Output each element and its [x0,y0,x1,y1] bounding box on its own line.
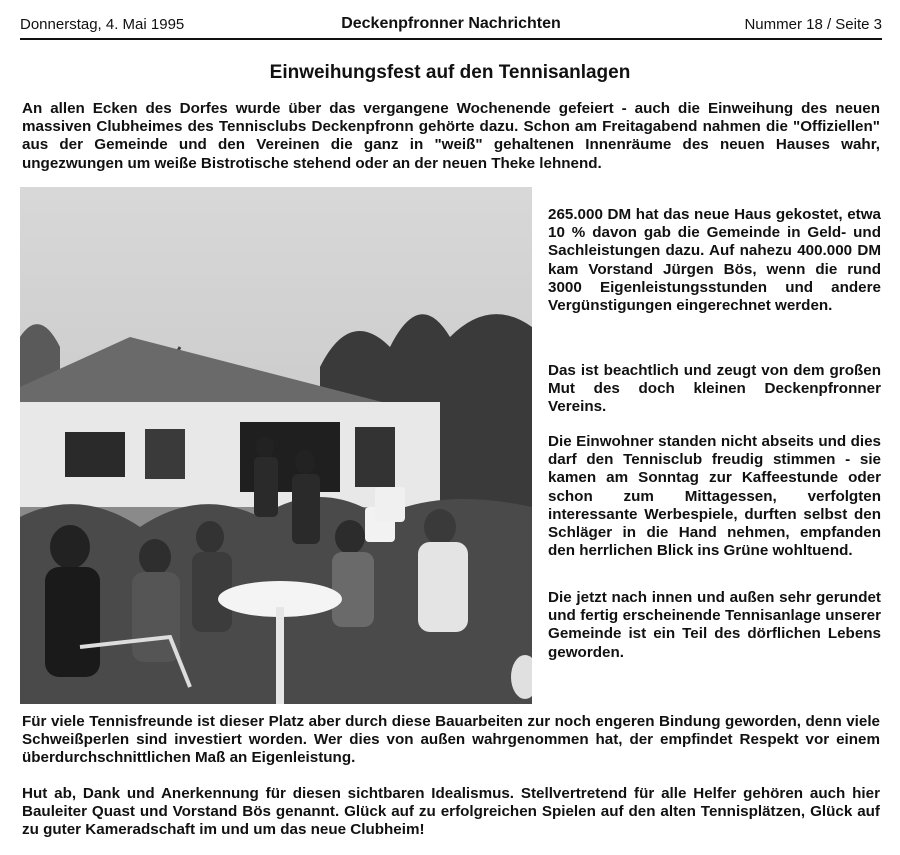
column-paragraph-4: Die jetzt nach innen und außen sehr gerundet und fertig erscheinende Tennisanlage unserer Gemeinde ist ein Teil des dörflichen Lebens geworden. [548,589,881,661]
publication-name: Deckenpfronner Nachrichten [341,15,561,32]
closing-paragraph-2: Hut ab, Dank und Anerkennung für diesen sichtbaren Idealismus. Stellvertretend für alle Helfer gehören auch hier Bauleiter Quast und Vorstand Bös genannt. Glück auf zu erfolgreichen Spielen auf den alten Tennisplätzen, Glück auf zu guter Kameradschaft im und um das neue Clubheim! [22,785,880,839]
clubhouse-photo-image [20,187,532,704]
issue-date: Donnerstag, 4. Mai 1995 [20,16,185,33]
article-title: Einweihungsfest auf den Tennisanlagen [269,62,631,83]
page-header [20,14,882,40]
article-intro: An allen Ecken des Dorfes wurde über das vergangene Wochenende gefeiert - auch die Einweihung des neuen massiven Clubheimes des Tennisclubs Deckenpfronn gehörte dazu. Schon am Freitagabend nahmen die "Offiziellen" aus der Gemeinde und den Vereinen die ganz in "weiß" gehaltenen Innenräume des neuen Hauses wahr, ungezwungen um weiße Bistrotische stehend oder an der neuen Theke lehnend. [22,100,880,172]
column-paragraph-2: Das ist beachtlich und zeugt von dem großen Mut des doch kleinen Deckenpfronner Vereins. [548,362,881,416]
column-paragraph-3: Die Einwohner standen nicht abseits und dies darf den Tennisclub freudig stimmen - sie kamen am Sonntag zur Kaffeestunde oder schon zum Mittagessen, verfolgten interessante Werbespiele, durften selbst den Schläger in die Hand nehmen, empfanden den herrlichen Blick ins Grüne wohltuend. [548,433,881,560]
article-photo [20,187,532,704]
issue-page-number: Nummer 18 / Seite 3 [744,16,882,33]
column-paragraph-1: 265.000 DM hat das neue Haus gekostet, etwa 10 % davon gab die Gemeinde in Geld- und Sachleistungen dazu. Auf nahezu 400.000 DM kam Vorstand Jürgen Bös, wenn die rund 3000 Eigenleistungsstunden und andere Vergünstigungen eingerechnet werden. [548,206,881,315]
closing-paragraph-1: Für viele Tennisfreunde ist dieser Platz aber durch diese Bauarbeiten zur noch engeren Bindung geworden, denn viele Schweißperlen sind investiert worden. Wer dies von außen wahrgenommen hat, der empfindet Respekt vor einem überdurchschnittlichen Maß an Eigenleistung. [22,713,880,767]
